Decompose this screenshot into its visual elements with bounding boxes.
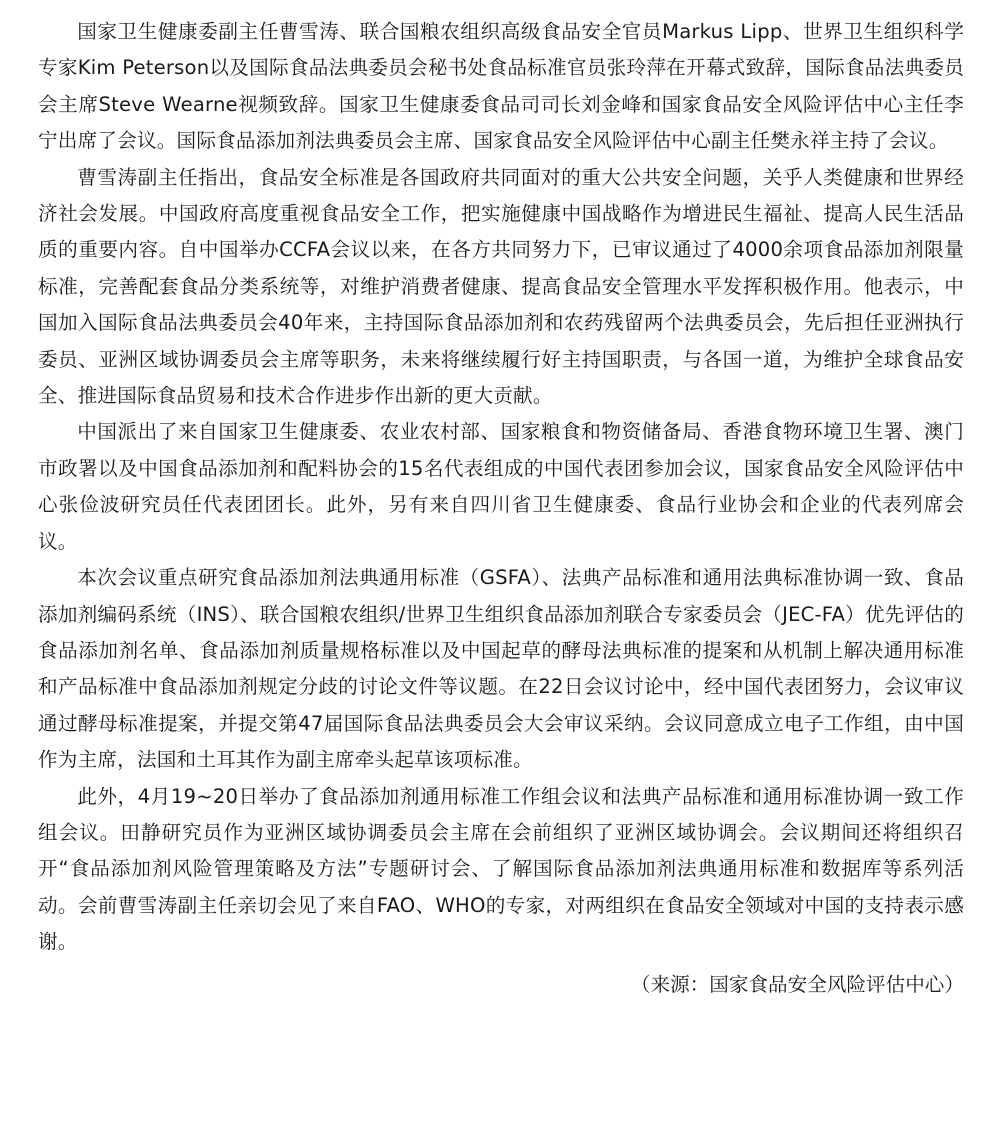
paragraph-cao-xuetao-remarks: 曹雪涛副主任指出，食品安全标准是各国政府共同面对的重大公共安全问题，关乎人类健康和世界经济社会发展。中国政府高度重视食品安全工作，把实施健康中国战略作为增进民生福祉、提高人民生活品质的重要内容。自中国举办CCFA会议以来，在各方共同努力下，已审议通过了4000余项食品添加剂限量标准，完善配套食品分类系统等，对维护消费者健康、提高食品安全管理水平发挥积极作用。他表示，中国加入国际食品法典委员会40年来，主持国际食品添加剂和农药残留两个法典委员会，先后担任亚洲执行委员、亚洲区域协调委员会主席等职务，未来将继续履行好主持国职责，与各国一道，为维护全球食品安全、推进国际食品贸易和技术合作进步作出新的更大贡献。 [38, 165, 964, 408]
article-source: （来源：国家食品安全风险评估中心） [630, 972, 964, 996]
paragraph-chinese-delegation: 中国派出了来自国家卫生健康委、农业农村部、国家粮食和物资储备局、香港食物环境卫生署、澳门市政署以及中国食品添加剂和配料协会的15名代表组成的中国代表团参加会议，国家食品安全风险评估中心张俭波研究员任代表团团长。此外，另有来自四川省卫生健康委、食品行业协会和企业的代表列席会议。 [38, 420, 964, 553]
paragraph-opening-ceremony: 国家卫生健康委副主任曹雪涛、联合国粮农组织高级食品安全官员Markus Lipp、世界卫生组织科学专家Kim Peterson以及国际食品法典委员会秘书处食品标准官员张玲萍在开幕式致辞，国际食品法典委员会主席Steve Wearne视频致辞。国家卫生健康委食品司司长刘金峰和国家食品安全风险评估中心主任李宁出席了会议。国际食品添加剂法典委员会主席、国家食品安全风险评估中心副主任樊永祥主持了会议。 [38, 20, 964, 153]
paragraph-meeting-agenda: 本次会议重点研究食品添加剂法典通用标准（GSFA）、法典产品标准和通用法典标准协调一致、食品添加剂编码系统（INS）、联合国粮农组织/世界卫生组织食品添加剂联合专家委员会（JEC-FA）优先评估的食品添加剂名单、食品添加剂质量规格标准以及中国起草的酵母法典标准的提案和从机制上解决通用标准和产品标准中食品添加剂规定分歧的讨论文件等议题。在22日会议讨论中，经中国代表团努力，会议审议通过酵母标准提案，并提交第47届国际食品法典委员会大会审议采纳。会议同意成立电子工作组，由中国作为主席，法国和土耳其作为副主席牵头起草该项标准。 [38, 566, 964, 772]
paragraph-side-events: 此外，4月19~20日举办了食品添加剂通用标准工作组会议和法典产品标准和通用标准协调一致工作组会议。田静研究员作为亚洲区域协调委员会主席在会前组织了亚洲区域协调会。会议期间还将组织召开“食品添加剂风险管理策略及方法”专题研讨会、了解国际食品添加剂法典通用标准和数据库等系列活动。会前曹雪涛副主任亲切会见了来自FAO、WHO的专家，对两组织在食品安全领域对中国的支持表示感谢。 [38, 784, 964, 954]
